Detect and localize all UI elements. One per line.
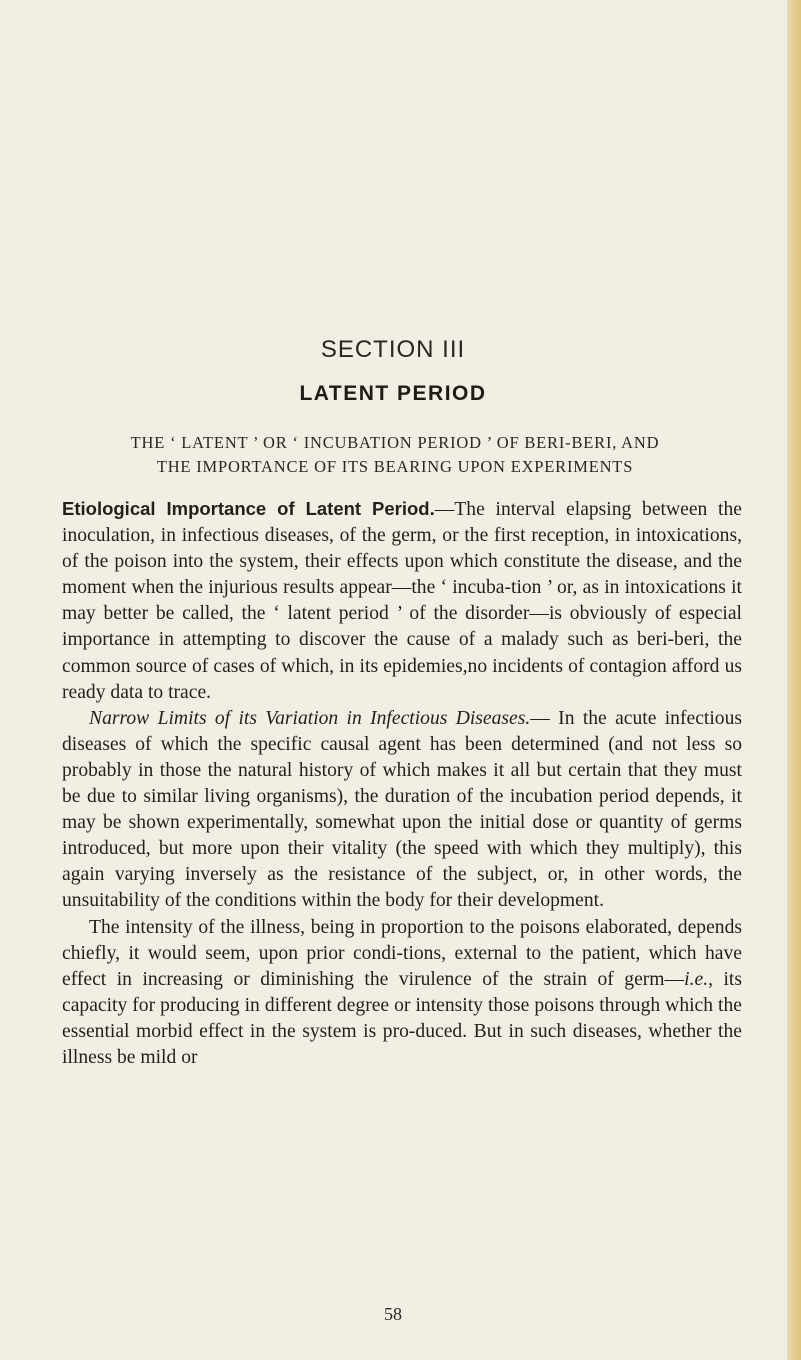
abbreviation-ie: i.e. bbox=[684, 968, 709, 990]
paragraph-text-intensity-b: , its capacity for producing in different degree or intensity those poisons through which the essential morbid effect in the system is pro-duced. But in such diseases, whether the illness be mild or bbox=[62, 968, 742, 1068]
subtitle-line-1: THE ‘ LATENT ’ OR ‘ INCUBATION PERIOD ’ OF BERI-BERI, AND bbox=[130, 433, 660, 452]
chapter-subtitle bbox=[60, 431, 730, 479]
paragraph-text-etiological: —The interval elapsing between the inoculation, in infectious diseases, of the germ, or the first reception, in intoxications, of the poison into the system, their effects upon which constitute the disease, and the moment when the injurious results appear—the ‘ incuba-tion ’ or, as in intoxications it may better be called, the ‘ latent period ’ of the disorder—is obviously of especial importance in attempting to discover the cause of a malady such as beri-beri, the common source of cases of which, in its epidemies,no incidents of contagion afford us ready data to trace. bbox=[62, 499, 742, 703]
page-edge-shading bbox=[787, 0, 801, 1360]
paragraph-text-intensity-a: The intensity of the illness, being in proportion to the poisons elaborated, depends chiefly, it would seem, upon prior condi-tions, external to the patient, which have effect in increasing or diminishing the virulence of the strain of germ— bbox=[62, 916, 742, 990]
subtitle-line-2: THE IMPORTANCE OF ITS BEARING UPON EXPERIMENTS bbox=[156, 457, 634, 476]
body-text bbox=[62, 496, 742, 1071]
paragraph-intensity bbox=[62, 915, 742, 1072]
paragraph-heading-narrow-limits: Narrow Limits of its Variation in Infectious Diseases. bbox=[89, 707, 531, 729]
paragraph-narrow-limits bbox=[62, 706, 742, 915]
paragraph-etiological-importance bbox=[62, 496, 742, 706]
paragraph-heading-etiological: Etiological Importance of Latent Period. bbox=[62, 498, 435, 519]
section-heading: SECTION III bbox=[320, 336, 466, 363]
chapter-title: LATENT PERIOD bbox=[299, 382, 487, 405]
page-number: 58 bbox=[384, 1304, 402, 1324]
paragraph-text-narrow-limits: — In the acute infectious diseases of which the specific causal agent has been determined (and not less so probably in those the natural history of which makes it all but certain that they must be due to similar living organisms), the duration of the incubation period depends, it may be shown experimentally, somewhat upon the initial dose or quantity of germs introduced, but more upon their vitality (the speed with which they multiply), this again varying inversely as the resistance of the subject, or, in other words, the unsuitability of the conditions within the body for their development. bbox=[62, 707, 742, 912]
